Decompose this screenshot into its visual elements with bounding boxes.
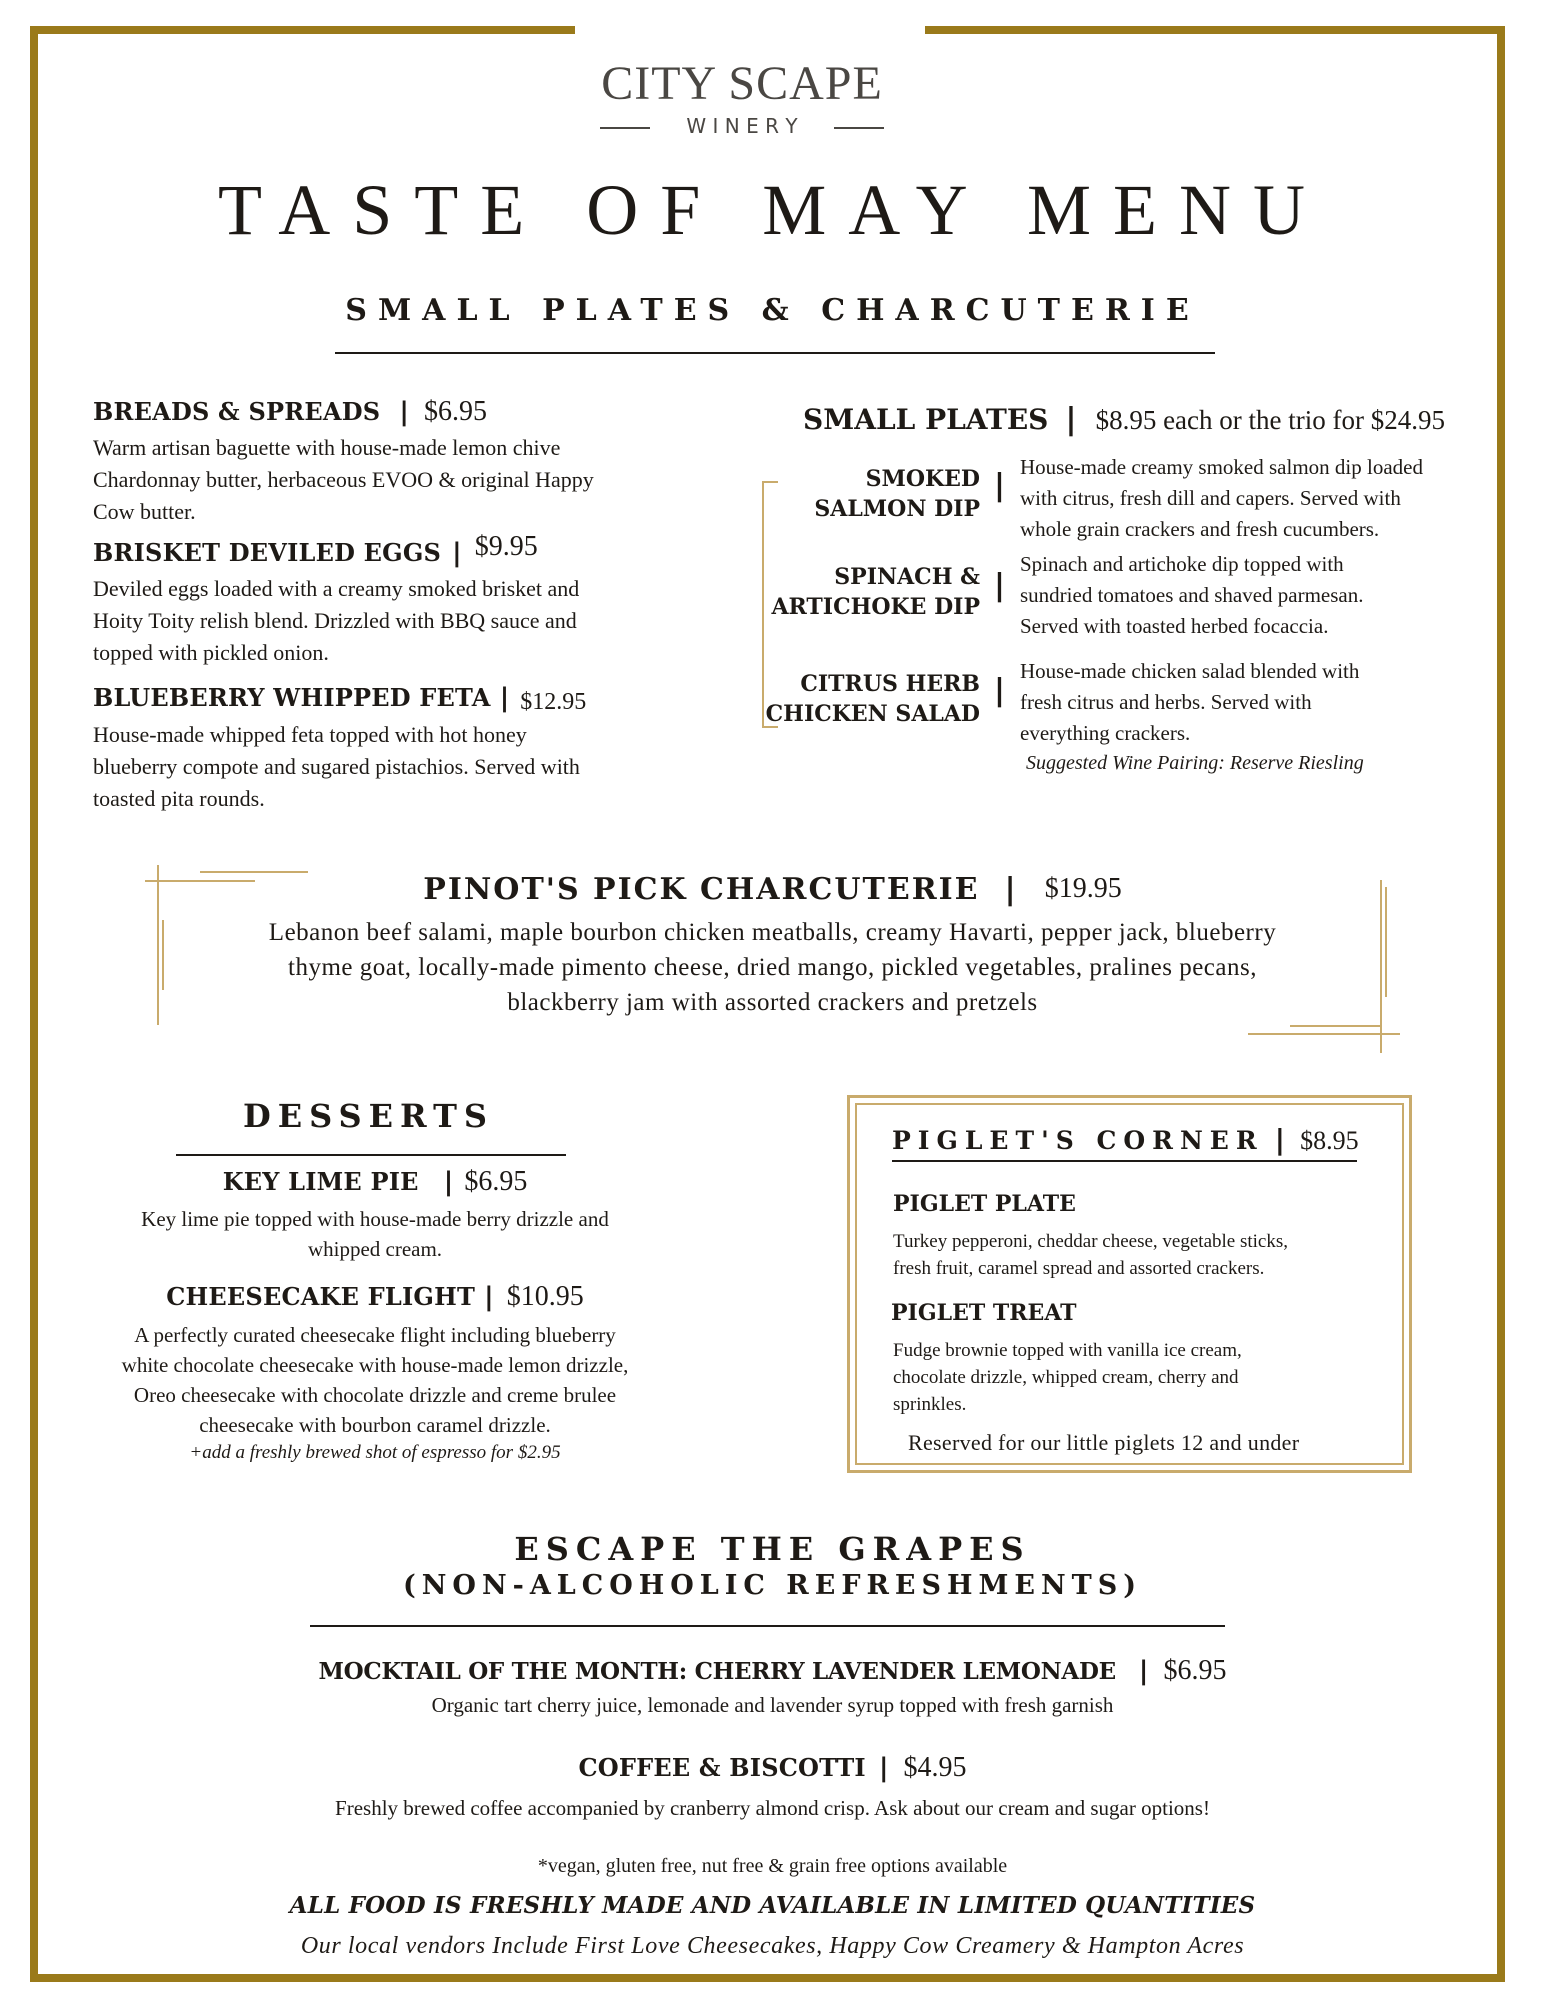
frame-top-left <box>30 26 575 34</box>
desc-line: Served with toasted herbed focaccia. <box>1020 614 1329 638</box>
name-line: SALMON DIP <box>814 496 980 522</box>
brand-subtitle: W I N E R Y <box>686 114 798 138</box>
cheesecake-desc <box>60 1320 690 1440</box>
name-line: SMOKED <box>865 466 980 492</box>
escape-rule <box>310 1625 1225 1627</box>
separator: | <box>484 1282 494 1312</box>
escape-subheading: (NON-ALCOHOLIC REFRESHMENTS) <box>402 1570 1143 1601</box>
desc-line: with citrus, fresh dill and capers. Served with <box>1020 486 1401 510</box>
desc-line: Turkey pepperoni, cheddar cheese, vegetable sticks, <box>893 1231 1288 1252</box>
mocktail-desc: Organic tart cherry juice, lemonade and lavender syrup topped with fresh garnish <box>431 1693 1114 1717</box>
desc-line: House-made chicken salad blended with <box>1020 659 1360 683</box>
cheesecake-title: CHEESECAKE FLIGHT <box>166 1282 476 1311</box>
escape-heading: ESCAPE THE GRAPES <box>514 1530 1031 1568</box>
brand-rule-right <box>834 127 884 129</box>
spinach-dip-desc <box>1020 549 1500 642</box>
separator: | <box>443 1167 454 1197</box>
separator: | <box>994 568 1005 603</box>
desc-line: blueberry compote and sugared pistachios. Served with <box>93 754 580 779</box>
desc-line: chocolate drizzle, whipped cream, cherry and <box>893 1367 1239 1388</box>
desc-line: House-made whipped feta topped with hot honey <box>93 722 527 747</box>
piglet-price: $8.95 <box>1300 1126 1359 1155</box>
desc-line: Key lime pie topped with house-made berry drizzle and <box>141 1207 609 1231</box>
desc-line: fresh citrus and herbs. Served with <box>1020 690 1312 714</box>
brand-name: CITY SCAPE <box>601 57 883 110</box>
charcuterie-price: $19.95 <box>1044 873 1122 904</box>
separator: | <box>994 468 1005 503</box>
piglet-title: PIGLET'S CORNER <box>892 1126 1264 1155</box>
desc-line: Hoity Toity relish blend. Drizzled with BBQ sauce and <box>93 608 577 633</box>
piglet-treat-desc <box>893 1337 1393 1418</box>
desc-line: Chardonnay butter, herbaceous EVOO & original Happy <box>93 467 594 492</box>
deco-line <box>157 865 159 1025</box>
vendors-note: Our local vendors Include First Love Cheesecakes, Happy Cow Creamery & Hampton Acres <box>300 1933 1245 1959</box>
name-line: CHICKEN SALAD <box>765 701 980 727</box>
name-line: CITRUS HERB <box>800 671 980 697</box>
feta-item <box>93 683 713 815</box>
charcuterie-desc <box>160 915 1385 1020</box>
breads-title: BREADS & SPREADS <box>93 397 381 426</box>
coffee-desc: Freshly brewed coffee accompanied by cranberry almond crisp. Ask about our cream and sugar options! <box>335 1796 1210 1820</box>
chicken-salad-name <box>760 669 980 729</box>
separator: | <box>1274 1123 1285 1156</box>
desc-line: toasted pita rounds. <box>93 786 265 811</box>
frame-top-right <box>925 26 1505 34</box>
desc-line: A perfectly curated cheesecake flight including blueberry <box>134 1323 616 1347</box>
desserts-heading: DESSERTS <box>243 1097 494 1135</box>
desc-line: whipped cream. <box>307 1237 443 1261</box>
desc-line: House-made creamy smoked salmon dip loaded <box>1020 455 1423 479</box>
desc-line: fresh fruit, caramel spread and assorted crackers. <box>893 1258 1265 1279</box>
separator: | <box>1004 872 1016 907</box>
small-plates-header <box>803 402 1503 437</box>
name-line: ARTICHOKE DIP <box>771 594 980 620</box>
fresh-notice: ALL FOOD IS FRESHLY MADE AND AVAILABLE IN LIMITED QUANTITIES <box>289 1892 1256 1919</box>
menu-title: TASTE OF MAY MENU <box>218 170 1327 250</box>
chicken-salad-desc <box>1020 656 1500 749</box>
breads-price: $6.95 <box>423 396 487 427</box>
keylime-title: KEY LIME PIE <box>222 1167 419 1196</box>
feta-price: $12.95 <box>520 689 587 715</box>
feta-title: BLUEBERRY WHIPPED FETA <box>93 683 491 712</box>
desc-line: sundried tomatoes and shaved parmesan. <box>1020 583 1364 607</box>
brand-rule-left <box>600 127 650 129</box>
frame-left <box>30 26 38 1982</box>
deco-line <box>1248 1033 1400 1035</box>
espresso-addon: +add a freshly brewed shot of espresso for $2.95 <box>189 1442 561 1463</box>
separator: | <box>1065 402 1077 437</box>
section-rule <box>335 352 1215 354</box>
separator: | <box>994 673 1005 708</box>
feta-desc <box>93 719 713 815</box>
mocktail-header <box>200 1655 1345 1687</box>
mocktail-title: MOCKTAIL OF THE MONTH: CHERRY LAVENDER LEMONADE <box>318 1658 1116 1685</box>
brand-logo <box>572 56 912 140</box>
cheesecake-header <box>80 1281 670 1313</box>
desc-line: everything crackers. <box>1020 721 1191 745</box>
desc-line: Cow butter. <box>93 499 196 524</box>
desc-line: thyme goat, locally-made pimento cheese, dried mango, pickled vegetables, pralines pecans, <box>288 954 1257 981</box>
piglet-rule <box>892 1160 1357 1162</box>
desc-line: blackberry jam with assorted crackers and pretzels <box>507 989 1038 1016</box>
dietary-options-note: *vegan, gluten free, nut free & grain free options available <box>537 1855 1008 1877</box>
brisket-title: BRISKET DEVILED EGGS <box>93 538 442 567</box>
piglet-plate-desc <box>893 1228 1393 1282</box>
brisket-item <box>93 531 713 669</box>
cheesecake-price: $10.95 <box>506 1281 584 1312</box>
coffee-header <box>200 1752 1345 1784</box>
desc-line: Deviled eggs loaded with a creamy smoked brisket and <box>93 576 580 601</box>
salmon-dip-name <box>760 464 980 524</box>
brisket-price: $9.95 <box>474 531 538 562</box>
separator: | <box>399 397 409 427</box>
salmon-dip-desc <box>1020 452 1500 545</box>
frame-bottom <box>30 1974 1505 1982</box>
desc-line: sprinkles. <box>893 1394 967 1415</box>
piglet-header <box>892 1123 1359 1156</box>
breads-item <box>93 396 713 528</box>
breads-desc <box>93 432 713 528</box>
brisket-desc <box>93 573 713 669</box>
coffee-title: COFFEE & BISCOTTI <box>578 1753 866 1782</box>
desc-line: Fudge brownie topped with vanilla ice cream, <box>893 1340 1242 1361</box>
mocktail-price: $6.95 <box>1163 1655 1227 1686</box>
deco-line <box>1385 887 1387 997</box>
keylime-price: $6.95 <box>464 1166 528 1197</box>
name-line: SPINACH & <box>834 564 980 590</box>
charcuterie-header <box>200 872 1345 907</box>
deco-line <box>1290 1025 1380 1027</box>
desc-line: white chocolate cheesecake with house-made lemon drizzle, <box>121 1353 629 1377</box>
coffee-price: $4.95 <box>903 1752 967 1783</box>
separator: | <box>878 1753 889 1783</box>
charcuterie-title: PINOT'S PICK CHARCUTERIE <box>423 872 980 907</box>
piglet-plate-title: PIGLET PLATE <box>893 1191 1076 1217</box>
separator: | <box>499 683 510 713</box>
desc-line: Warm artisan baguette with house-made lemon chive <box>93 435 561 460</box>
piglet-note: Reserved for our little piglets 12 and under <box>908 1430 1300 1455</box>
keylime-desc <box>80 1204 670 1264</box>
separator: | <box>452 538 462 568</box>
separator: | <box>1138 1656 1149 1686</box>
desc-line: Oreo cheesecake with chocolate drizzle and creme brulee <box>133 1383 617 1407</box>
small-plates-title: SMALL PLATES <box>803 403 1049 436</box>
desc-line: cheesecake with bourbon caramel drizzle. <box>199 1413 551 1437</box>
piglet-treat-title: PIGLET TREAT <box>891 1300 1077 1326</box>
section-heading-small-plates: SMALL PLATES & CHARCUTERIE <box>345 293 1200 328</box>
desc-line: topped with pickled onion. <box>93 640 329 665</box>
spinach-dip-name <box>760 562 980 622</box>
desserts-rule <box>176 1154 566 1156</box>
frame-right <box>1497 26 1505 1982</box>
wine-pairing: Suggested Wine Pairing: Reserve Riesling <box>1026 752 1364 774</box>
desc-line: Spinach and artichoke dip topped with <box>1020 552 1344 576</box>
small-plates-price: $8.95 each or the trio for $24.95 <box>1095 405 1445 435</box>
desc-line: whole grain crackers and fresh cucumbers. <box>1020 517 1380 541</box>
desc-line: Lebanon beef salami, maple bourbon chicken meatballs, creamy Havarti, pepper jack, blueberry <box>268 919 1277 946</box>
keylime-header <box>80 1166 670 1198</box>
